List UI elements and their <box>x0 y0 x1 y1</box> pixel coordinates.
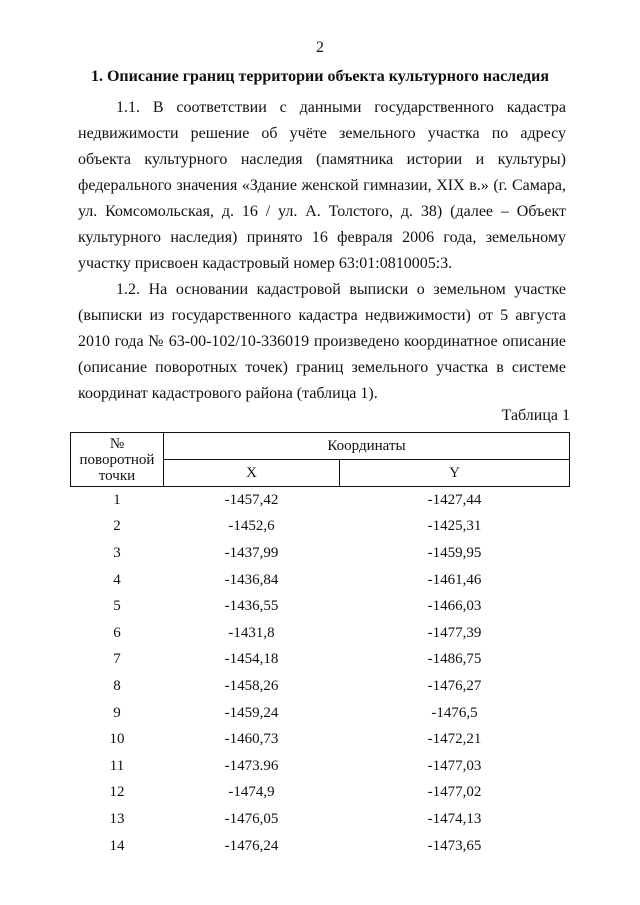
y-coordinate-cell: -1425,31 <box>427 518 482 535</box>
table-caption: Таблица 1 <box>501 407 570 424</box>
y-coordinate-cell: -1477,03 <box>427 757 482 774</box>
table-row <box>71 673 570 700</box>
y-coordinate-cell: -1486,75 <box>427 651 482 668</box>
point-number-cell: 1 <box>113 491 121 508</box>
table-row <box>71 833 570 860</box>
header-coordinates: Координаты <box>164 433 570 460</box>
y-coordinate-cell: -1476,27 <box>427 677 482 694</box>
x-coordinate-cell: -1458,26 <box>224 677 279 694</box>
y-coordinate-cell: -1476,5 <box>431 704 478 721</box>
table-row <box>71 540 570 567</box>
y-coordinate-cell: -1472,21 <box>427 731 482 748</box>
paragraph-1-2: 1.2. На основании кадастровой выписки о земельном участке (выписки из государственного кадастра недвижимости) от 5 августа 2010 года № 63-00-102/10-336019 произведено координатное описание (описание поворотных точек) границ земельного участка в системе координат кадастрового района (таблица 1). <box>78 281 566 402</box>
y-coordinate-cell: -1474,13 <box>427 810 482 827</box>
point-number-cell: 13 <box>109 810 125 827</box>
page-number: 2 <box>316 39 324 56</box>
paragraph-1-1: 1.1. В соответствии с данными государственного кадастра недвижимости решение об учёте земельного участка по адресу объекта культурного наследия (памятника истории и культуры) федерального значения «Здание женской гимназии, XIX в.» (г. Самара, ул. Комсомольская, д. 16 / ул. А. Толстого, д. 38) (далее – Объект культурного наследия) принято 16 февраля 2006 года, земельному участку присвоен кадастровый номер 63:01:0810005:3. <box>78 99 566 272</box>
x-coordinate-cell: -1459,24 <box>224 704 279 721</box>
coordinates-table-body <box>71 487 570 860</box>
x-coordinate-cell: -1436,55 <box>224 598 279 615</box>
point-number-cell: 14 <box>109 837 125 854</box>
table-row <box>71 593 570 620</box>
point-number-cell: 6 <box>113 624 121 641</box>
coordinates-table <box>70 432 570 859</box>
point-number-cell: 10 <box>109 731 125 748</box>
y-coordinate-cell: -1459,95 <box>427 544 482 561</box>
header-x: X <box>164 460 340 487</box>
x-coordinate-cell: -1460,73 <box>224 731 279 748</box>
point-number-cell: 4 <box>113 571 121 588</box>
table-row <box>71 780 570 807</box>
table-row <box>71 620 570 647</box>
y-coordinate-cell: -1477,02 <box>427 784 482 801</box>
y-coordinate-cell: -1427,44 <box>427 491 482 508</box>
table-row <box>71 806 570 833</box>
x-coordinate-cell: -1452,6 <box>228 518 275 535</box>
point-number-cell: 2 <box>113 518 121 535</box>
header-point-number: № поворотной точки <box>71 433 164 487</box>
y-coordinate-cell: -1466,03 <box>427 598 482 615</box>
point-number-cell: 3 <box>113 544 121 561</box>
y-coordinate-cell: -1477,39 <box>427 624 482 641</box>
x-coordinate-cell: -1431,8 <box>228 624 275 641</box>
point-number-cell: 9 <box>113 704 121 721</box>
point-number-cell: 7 <box>113 651 121 668</box>
x-coordinate-cell: -1457,42 <box>224 491 279 508</box>
section-title: 1. Описание границ территории объекта культурного наследия <box>90 68 549 85</box>
table-row <box>71 514 570 541</box>
x-coordinate-cell: -1476,05 <box>224 810 279 827</box>
y-coordinate-cell: -1473,65 <box>427 837 482 854</box>
table-row <box>71 487 570 514</box>
x-coordinate-cell: -1437,99 <box>224 544 279 561</box>
x-coordinate-cell: -1436,84 <box>224 571 279 588</box>
y-coordinate-cell: -1461,46 <box>427 571 482 588</box>
point-number-cell: 12 <box>109 784 125 801</box>
table-row <box>71 726 570 753</box>
point-number-cell: 8 <box>113 677 121 694</box>
point-number-cell: 11 <box>109 757 125 774</box>
x-coordinate-cell: -1454,18 <box>224 651 279 668</box>
table-row <box>71 753 570 780</box>
x-coordinate-cell: -1474,9 <box>228 784 275 801</box>
x-coordinate-cell: -1473.96 <box>224 757 279 774</box>
point-number-cell: 5 <box>113 598 121 615</box>
x-coordinate-cell: -1476,24 <box>224 837 279 854</box>
header-y: Y <box>340 460 570 487</box>
table-row <box>71 567 570 594</box>
table-row <box>71 700 570 727</box>
table-row <box>71 647 570 674</box>
